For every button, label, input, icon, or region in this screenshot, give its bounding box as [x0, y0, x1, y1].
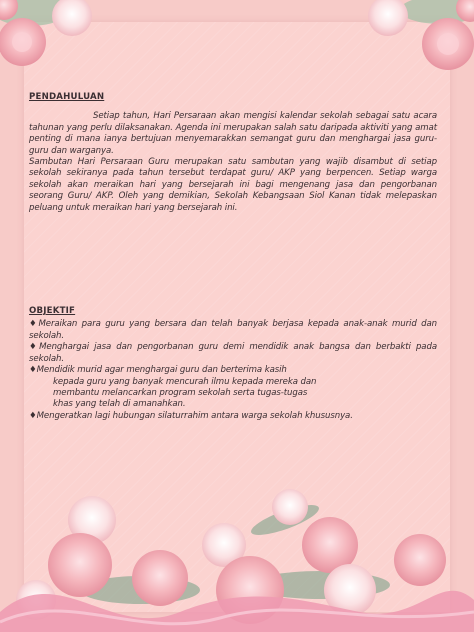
objectives-list: [29, 319, 437, 422]
diamond-bullet-icon: ♦: [29, 319, 39, 330]
diamond-bullet-icon: ♦: [29, 342, 40, 353]
intro-paragraph-2: Sambutan Hari Persaraan Guru merupakan satu sambutan yang wajib disambut di setiap sekolah sekiranya pada tahun tersebut terdapat guru/ AKP yang berpencen. Setiap warga sekolah akan meraikan hari yang bersejarah ini bagi mengenang jasa dan pengorbanan seorang Guru/ AKP. Oleh yang demikian, Sekolah Kebangsaan Siol Kanan tidak melepaskan peluang untuk meraikan hari yang bersejarah ini.: [29, 157, 437, 213]
objective-text: Meraikan para guru yang bersara dan telah banyak berjasa kepada anak-anak murid dan sekolah.: [29, 319, 437, 341]
objectives-heading: OBJEKTIF: [29, 306, 76, 317]
objective-text: Menghargai jasa dan pengorbanan guru demi mendidik anak bangsa dan berbakti pada sekolah.: [29, 342, 437, 364]
diamond-bullet-icon: ♦: [29, 365, 37, 376]
objective-text: Mendidik murid agar menghargai guru dan berterima kasih: [36, 365, 287, 376]
intro-paragraph-1: Setiap tahun, Hari Persaraan akan mengisi kalendar sekolah sebagai satu acara tahunan yang perlu dilaksanakan. Agenda ini merupakan salah satu daripada aktiviti yang amat penting di mana ianya bertujuan menyemarakkan semangat guru dan menghargai jasa guru-guru dan warganya.: [29, 111, 437, 156]
objective-continuation-line: kepada guru yang banyak mencurah ilmu kepada mereka dan: [53, 376, 317, 387]
objective-continuation-line: khas yang telah di amanahkan.: [53, 399, 186, 410]
list-item: [29, 342, 437, 365]
spacer: [29, 214, 437, 306]
objective-text: Mengeratkan lagi hubungan silaturrahim antara warga sekolah khususnya.: [36, 410, 353, 421]
diamond-bullet-icon: ♦: [29, 410, 37, 421]
list-item: [29, 365, 437, 411]
list-item: [29, 411, 437, 422]
list-item: [29, 319, 437, 342]
objective-continuation-line: membantu melancarkan program sekolah serta tugas-tugas: [53, 387, 308, 398]
document-body: [29, 92, 437, 422]
intro-heading: PENDAHULUAN: [29, 92, 105, 102]
